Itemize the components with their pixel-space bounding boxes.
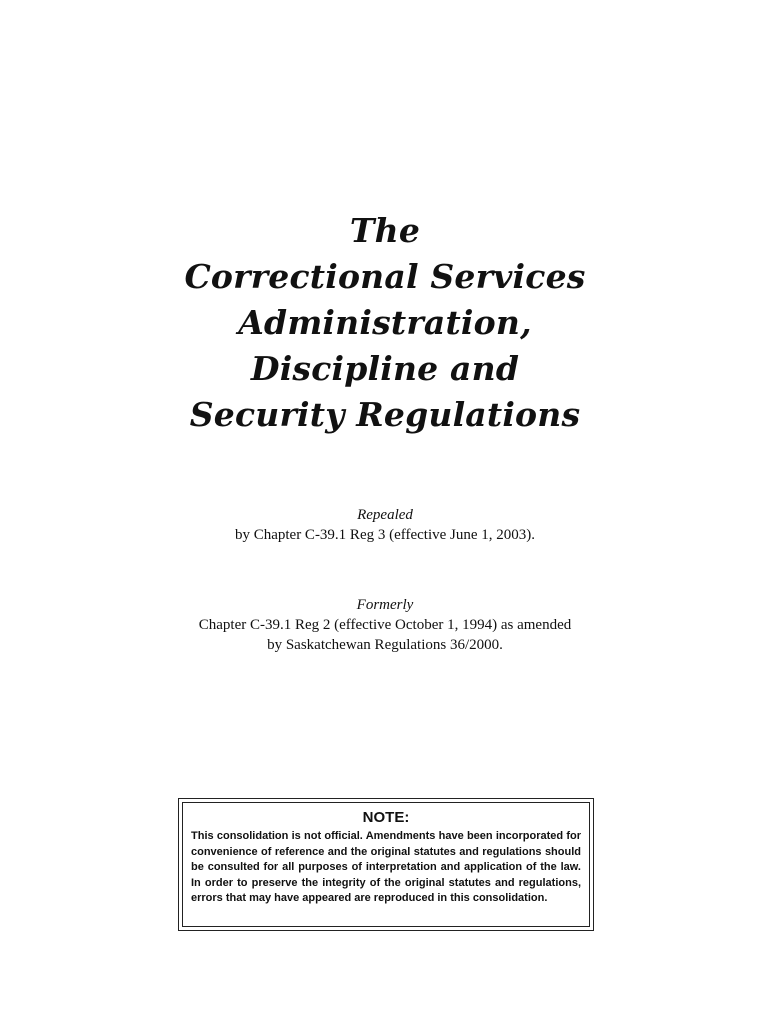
formerly-section — [0, 595, 770, 655]
note-box-inner — [182, 802, 590, 927]
formerly-text: by Saskatchewan Regulations 36/2000. — [267, 637, 503, 653]
note-box — [178, 798, 594, 931]
note-heading: NOTE: — [362, 809, 410, 826]
title-line: Security Regulations — [189, 395, 581, 434]
formerly-label: Formerly — [356, 597, 414, 613]
title-line: Discipline and — [250, 349, 520, 388]
repealed-text: by Chapter C-39.1 Reg 3 (effective June 1, 2003). — [234, 527, 536, 543]
title-line: The — [349, 211, 421, 250]
formerly-text: Chapter C-39.1 Reg 2 (effective October 1, 1994) as amended — [198, 617, 572, 633]
repealed-section — [0, 505, 770, 545]
note-body: This consolidation is not official. Amendments have been incorporated for convenience of reference and the original statutes and regulations should be consulted for all purposes of interpretation and application of the law. In order to preserve the integrity of the original statutes and regulations, errors that may have appeared are reproduced in this consolidation. — [191, 830, 581, 904]
title-line: Correctional Services — [184, 257, 586, 296]
title-line: Administration, — [238, 303, 532, 342]
document-title — [0, 208, 770, 438]
repealed-label: Repealed — [357, 507, 413, 523]
